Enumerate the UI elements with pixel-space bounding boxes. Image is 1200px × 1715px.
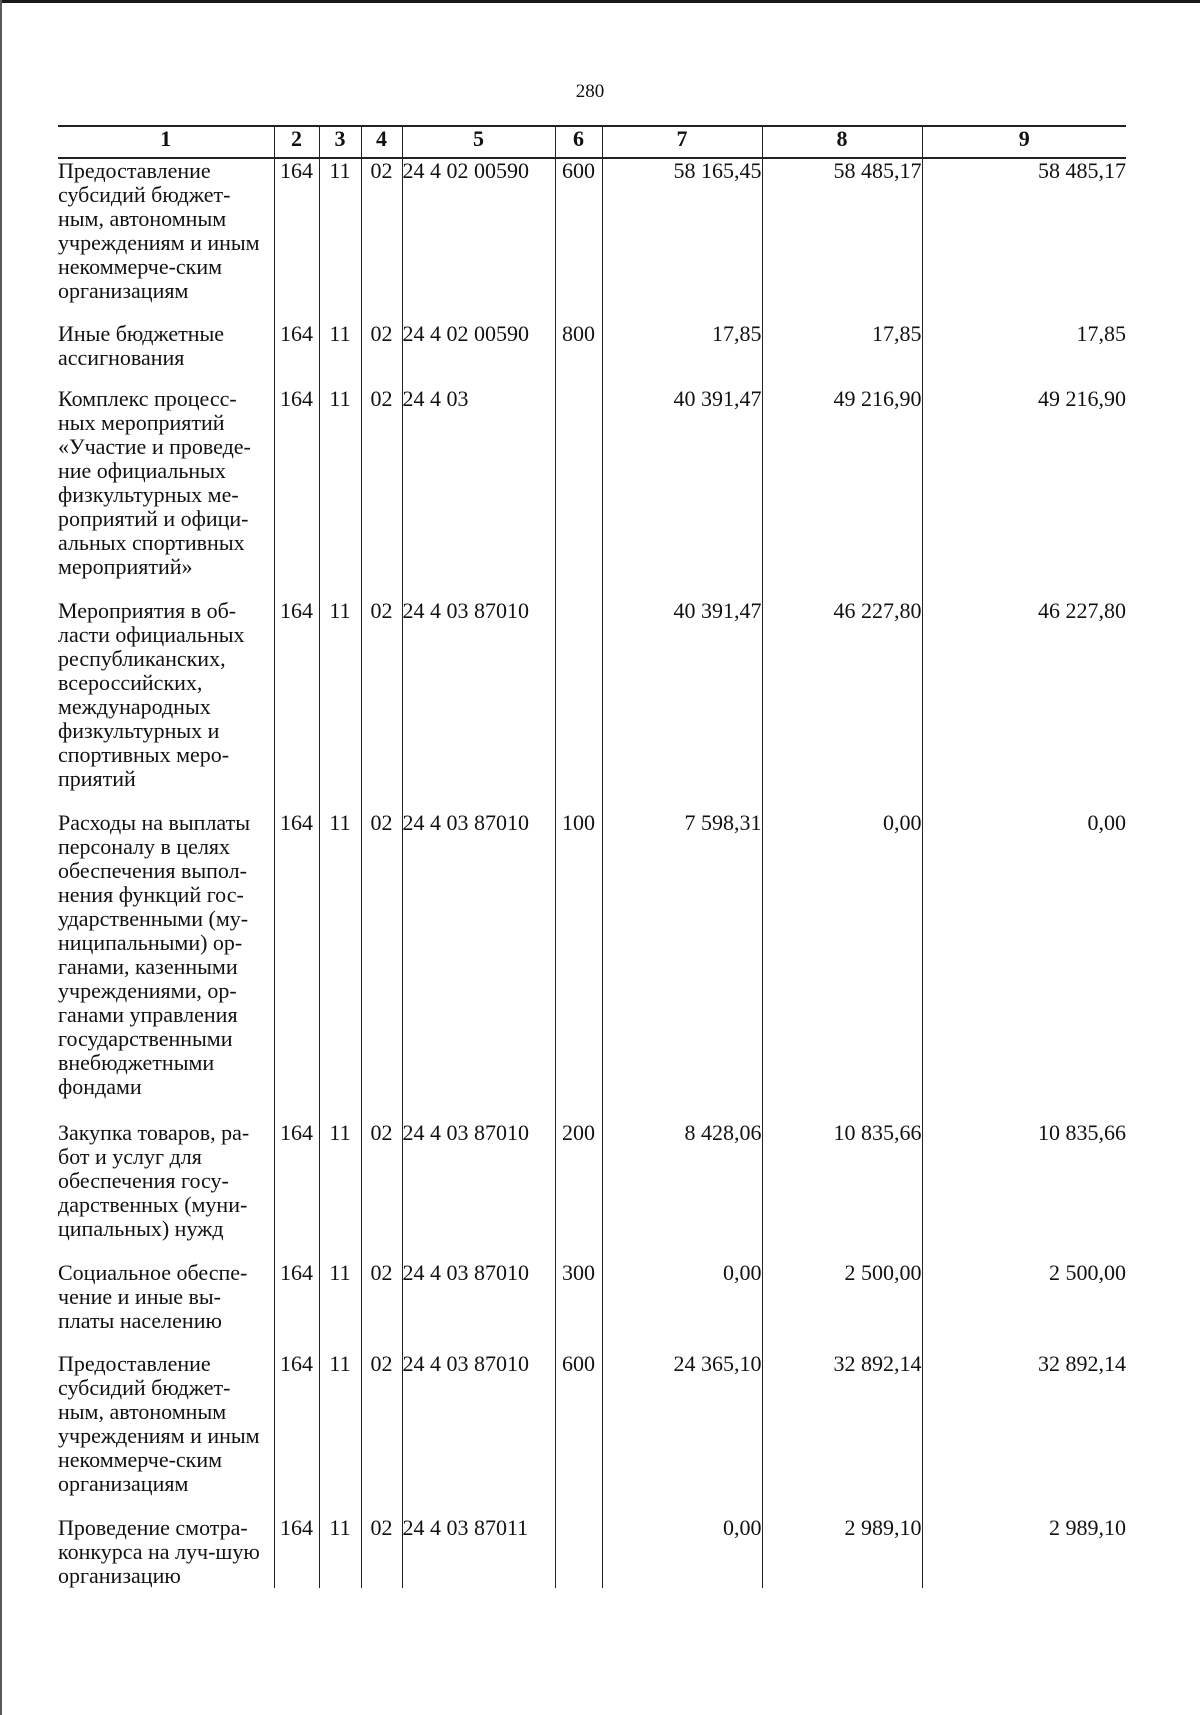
row-col-3: 11 <box>319 1121 361 1261</box>
col-header-6: 6 <box>555 126 602 158</box>
col-header-4: 4 <box>361 126 402 158</box>
col-header-9: 9 <box>922 126 1126 158</box>
row-name: Закупка товаров, ра-бот и услуг для обеспечения госу-дарственных (муни-ципальных) нужд <box>58 1121 274 1261</box>
scan-left-edge <box>0 0 2 1715</box>
row-col-9: 46 227,80 <box>922 599 1126 811</box>
budget-table <box>58 125 1126 1588</box>
row-col-8: 2 500,00 <box>762 1261 922 1352</box>
row-col-8: 17,85 <box>762 322 922 387</box>
row-col-6 <box>555 387 602 599</box>
table-row <box>58 1516 1126 1588</box>
row-col-6: 600 <box>555 158 602 322</box>
table-row <box>58 1121 1126 1261</box>
row-col-2: 164 <box>274 1516 319 1588</box>
row-col-2: 164 <box>274 1261 319 1352</box>
row-col-7: 40 391,47 <box>602 387 762 599</box>
row-name: Расходы на выплаты персоналу в целях обеспечения выпол-нения функций гос-ударственными (му-ниципальными) ор-ганами, казенными учреждениями, ор-ганами управления государственными внебюджетными фондами <box>58 811 274 1121</box>
row-name: Социальное обеспе-чение и иные вы-платы населению <box>58 1261 274 1352</box>
row-col-8: 46 227,80 <box>762 599 922 811</box>
row-col-7: 8 428,06 <box>602 1121 762 1261</box>
table-row <box>58 322 1126 387</box>
row-col-7: 40 391,47 <box>602 599 762 811</box>
row-col-4: 02 <box>361 599 402 811</box>
row-col-7: 17,85 <box>602 322 762 387</box>
row-col-6: 100 <box>555 811 602 1121</box>
row-col-2: 164 <box>274 387 319 599</box>
row-col-6: 300 <box>555 1261 602 1352</box>
table-row <box>58 387 1126 599</box>
table-row <box>58 599 1126 811</box>
row-col-5: 24 4 03 87010 <box>402 811 555 1121</box>
col-header-8: 8 <box>762 126 922 158</box>
row-col-7: 7 598,31 <box>602 811 762 1121</box>
row-col-9: 10 835,66 <box>922 1121 1126 1261</box>
row-col-2: 164 <box>274 322 319 387</box>
row-col-2: 164 <box>274 811 319 1121</box>
row-col-4: 02 <box>361 1121 402 1261</box>
row-col-3: 11 <box>319 811 361 1121</box>
row-col-8: 10 835,66 <box>762 1121 922 1261</box>
row-col-5: 24 4 03 87010 <box>402 599 555 811</box>
row-col-5: 24 4 02 00590 <box>402 322 555 387</box>
row-col-2: 164 <box>274 158 319 322</box>
row-col-5: 24 4 03 87010 <box>402 1352 555 1516</box>
table-row <box>58 158 1126 322</box>
row-col-4: 02 <box>361 1352 402 1516</box>
row-col-4: 02 <box>361 387 402 599</box>
col-header-1: 1 <box>58 126 274 158</box>
row-col-8: 0,00 <box>762 811 922 1121</box>
row-col-9: 49 216,90 <box>922 387 1126 599</box>
row-col-9: 0,00 <box>922 811 1126 1121</box>
table-row <box>58 1261 1126 1352</box>
row-col-4: 02 <box>361 1261 402 1352</box>
row-col-8: 58 485,17 <box>762 158 922 322</box>
row-col-4: 02 <box>361 811 402 1121</box>
table-header-row <box>58 126 1126 158</box>
table-row <box>58 811 1126 1121</box>
row-col-9: 32 892,14 <box>922 1352 1126 1516</box>
row-col-9: 2 500,00 <box>922 1261 1126 1352</box>
row-col-3: 11 <box>319 158 361 322</box>
row-col-9: 2 989,10 <box>922 1516 1126 1588</box>
row-col-4: 02 <box>361 158 402 322</box>
col-header-2: 2 <box>274 126 319 158</box>
col-header-3: 3 <box>319 126 361 158</box>
row-name: Предоставление субсидий бюджет-ным, автономным учреждениям и иным некоммерче-ским организациям <box>58 1352 274 1516</box>
table-row <box>58 1352 1126 1516</box>
row-col-7: 58 165,45 <box>602 158 762 322</box>
row-col-7: 24 365,10 <box>602 1352 762 1516</box>
row-col-4: 02 <box>361 1516 402 1588</box>
row-name: Проведение смотра-конкурса на луч-шую организацию <box>58 1516 274 1588</box>
row-col-5: 24 4 03 87011 <box>402 1516 555 1588</box>
row-col-6 <box>555 1516 602 1588</box>
row-col-7: 0,00 <box>602 1516 762 1588</box>
row-name: Предоставление субсидий бюджет-ным, автономным учреждениям и иным некоммерче-ским организациям <box>58 158 274 322</box>
row-col-5: 24 4 02 00590 <box>402 158 555 322</box>
row-col-5: 24 4 03 87010 <box>402 1261 555 1352</box>
row-col-6: 600 <box>555 1352 602 1516</box>
row-col-6 <box>555 599 602 811</box>
col-header-7: 7 <box>602 126 762 158</box>
row-col-8: 32 892,14 <box>762 1352 922 1516</box>
row-col-6: 200 <box>555 1121 602 1261</box>
page-number: 280 <box>575 81 605 102</box>
col-header-5: 5 <box>402 126 555 158</box>
row-col-7: 0,00 <box>602 1261 762 1352</box>
row-col-3: 11 <box>319 599 361 811</box>
row-col-8: 49 216,90 <box>762 387 922 599</box>
row-col-5: 24 4 03 87010 <box>402 1121 555 1261</box>
row-col-4: 02 <box>361 322 402 387</box>
row-col-3: 11 <box>319 1261 361 1352</box>
row-col-2: 164 <box>274 1121 319 1261</box>
row-col-3: 11 <box>319 322 361 387</box>
row-col-3: 11 <box>319 1352 361 1516</box>
row-col-3: 11 <box>319 1516 361 1588</box>
row-name: Мероприятия в об-ласти официальных республиканских, всероссийских, международных физкультурных и спортивных меро-приятий <box>58 599 274 811</box>
row-name: Комплекс процесс-ных мероприятий «Участие и проведе-ние официальных физкультурных ме-роприятий и офици-альных спортивных мероприятий» <box>58 387 274 599</box>
row-col-5: 24 4 03 <box>402 387 555 599</box>
row-col-9: 17,85 <box>922 322 1126 387</box>
row-name: Иные бюджетные ассигнования <box>58 322 274 387</box>
row-col-2: 164 <box>274 1352 319 1516</box>
scan-top-edge <box>0 0 1200 3</box>
row-col-6: 800 <box>555 322 602 387</box>
row-col-2: 164 <box>274 599 319 811</box>
row-col-9: 58 485,17 <box>922 158 1126 322</box>
row-col-3: 11 <box>319 387 361 599</box>
row-col-8: 2 989,10 <box>762 1516 922 1588</box>
